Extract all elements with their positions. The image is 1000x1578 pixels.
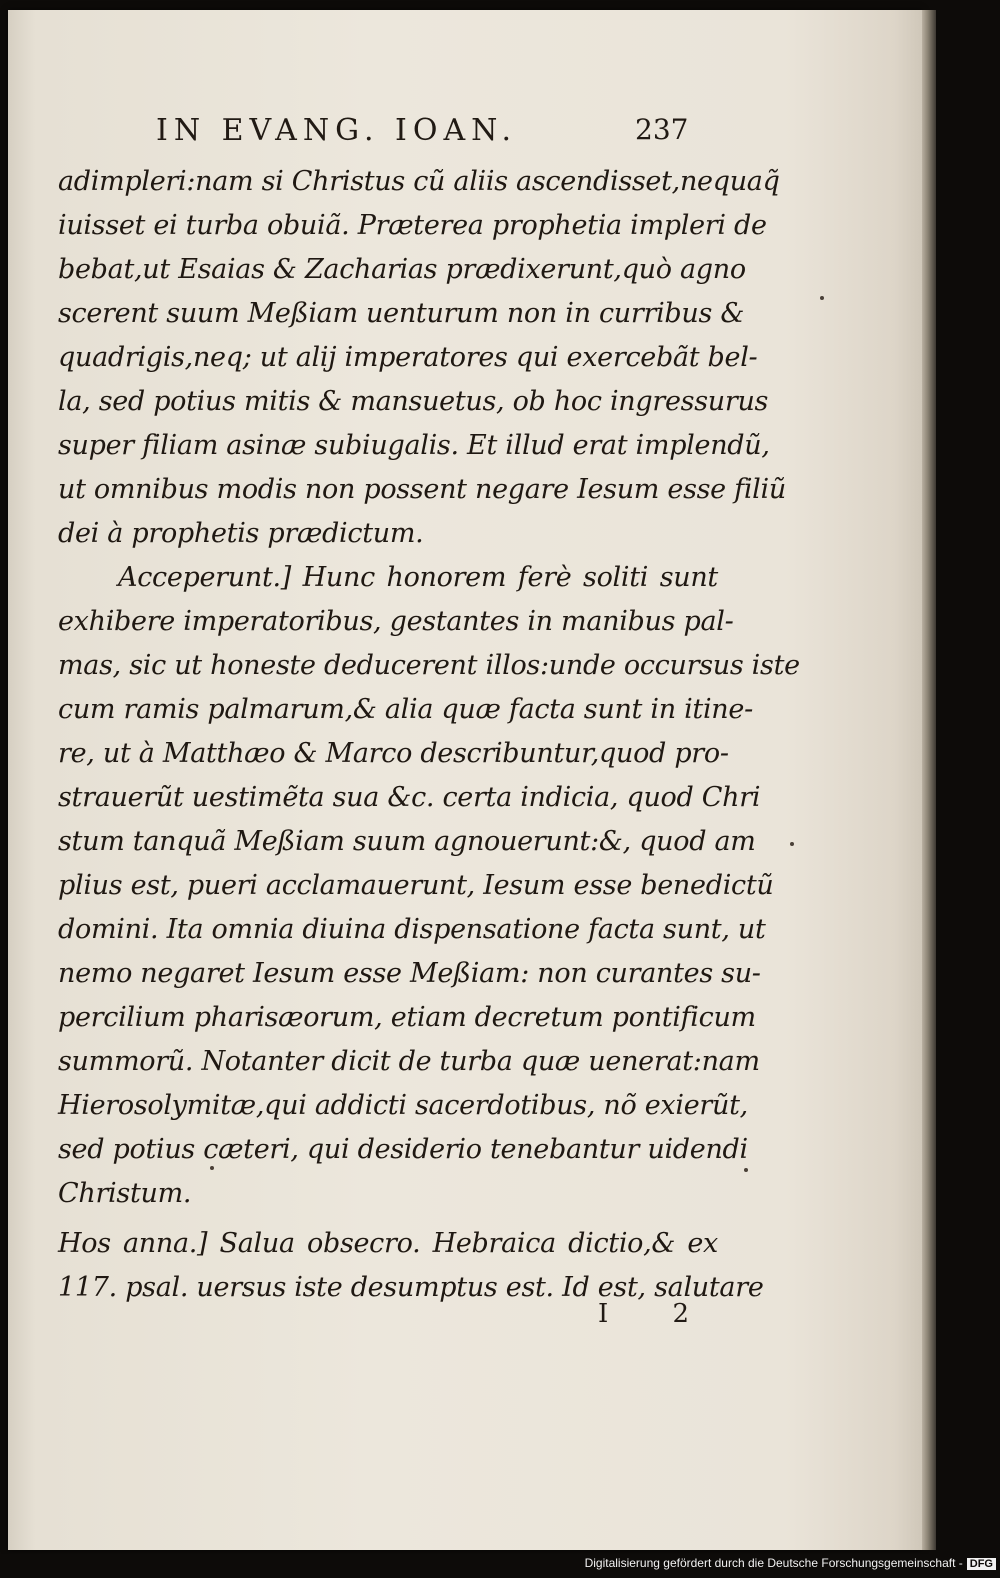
- text-line: la, sed potius mitis & mansuetus, ob hoc ingressurus: [58, 386, 769, 417]
- text-line: scerent suum Meßiam uenturum non in curribus &: [58, 298, 745, 329]
- footer-credit-text: Digitalisierung gefördert durch die Deutsche Forschungsgemeinschaft -: [584, 1556, 963, 1570]
- text-line: plius est, pueri acclamauerunt, Iesum esse benedictũ: [58, 870, 774, 901]
- text-line: sed potius cæteri, qui desiderio tenebantur uidendi: [58, 1134, 748, 1165]
- text-line: adimpleri:nam si Christus cũ aliis ascendisset,nequaq̃: [58, 166, 780, 197]
- text-line: super filiam asinæ subiugalis. Et illud erat implendũ,: [58, 430, 770, 461]
- text-line: cum ramis palmarum,& alia quæ facta sunt in itine-: [58, 694, 753, 725]
- text-line: exhibere imperatoribus, gestantes in manibus pal-: [58, 606, 734, 637]
- text-line: Christum.: [58, 1178, 192, 1209]
- paper-speck: [210, 1166, 214, 1170]
- text-line: quadrigis,neq; ut alij imperatores qui exercebãt bel-: [58, 342, 758, 373]
- text-line: nemo negaret Iesum esse Meßiam: non curantes su-: [58, 958, 761, 989]
- paper-speck: [790, 842, 794, 846]
- text-line: strauerũt uestimẽta sua &c. certa indicia, quod Chri: [58, 782, 761, 813]
- signature-mark: I 2: [598, 1299, 718, 1329]
- text-line: Hierosolymitæ,qui addicti sacerdotibus, nõ exierũt,: [58, 1090, 748, 1121]
- text-line: iuisset ei turba obuiã. Præterea prophetia impleri de: [58, 210, 767, 241]
- page-number: 237: [635, 113, 689, 146]
- text-line: summorũ. Notanter dicit de turba quæ uenerat:nam: [58, 1046, 760, 1077]
- paper-speck: [744, 1168, 748, 1172]
- text-line: domini. Ita omnia diuina dispensatione facta sunt, ut: [58, 914, 766, 945]
- page-edge: [922, 10, 936, 1550]
- text-line: percilium pharisæorum, etiam decretum pontificum: [58, 1002, 756, 1033]
- running-head: IN EVANG. IOAN.: [156, 113, 518, 148]
- text-line: 117. psal. uersus iste desumptus est. Id est, salutare: [58, 1272, 764, 1303]
- text-block: [58, 160, 800, 1310]
- text-line: Hos anna.] Salua obsecro. Hebraica dictio,& ex: [58, 1228, 718, 1259]
- text-line: dei à prophetis prædictum.: [58, 518, 424, 549]
- text-line: re, ut à Matthæo & Marco describuntur,quod pro-: [58, 738, 729, 769]
- text-line: bebat,ut Esaias & Zacharias prædixerunt,quò agno: [58, 254, 746, 285]
- text-line: ut omnibus modis non possent negare Iesum esse filiũ: [58, 474, 786, 505]
- dfg-logo: DFG: [967, 1558, 996, 1570]
- paper-speck: [820, 296, 824, 300]
- text-line: mas, sic ut honeste deducerent illos:unde occursus iste: [58, 650, 800, 681]
- footer-credit: [585, 1556, 996, 1570]
- text-line: Acceperunt.] Hunc honorem ferè soliti sunt: [118, 562, 718, 593]
- text-line: stum tanquã Meßiam suum agnouerunt:&, quod am: [58, 826, 756, 857]
